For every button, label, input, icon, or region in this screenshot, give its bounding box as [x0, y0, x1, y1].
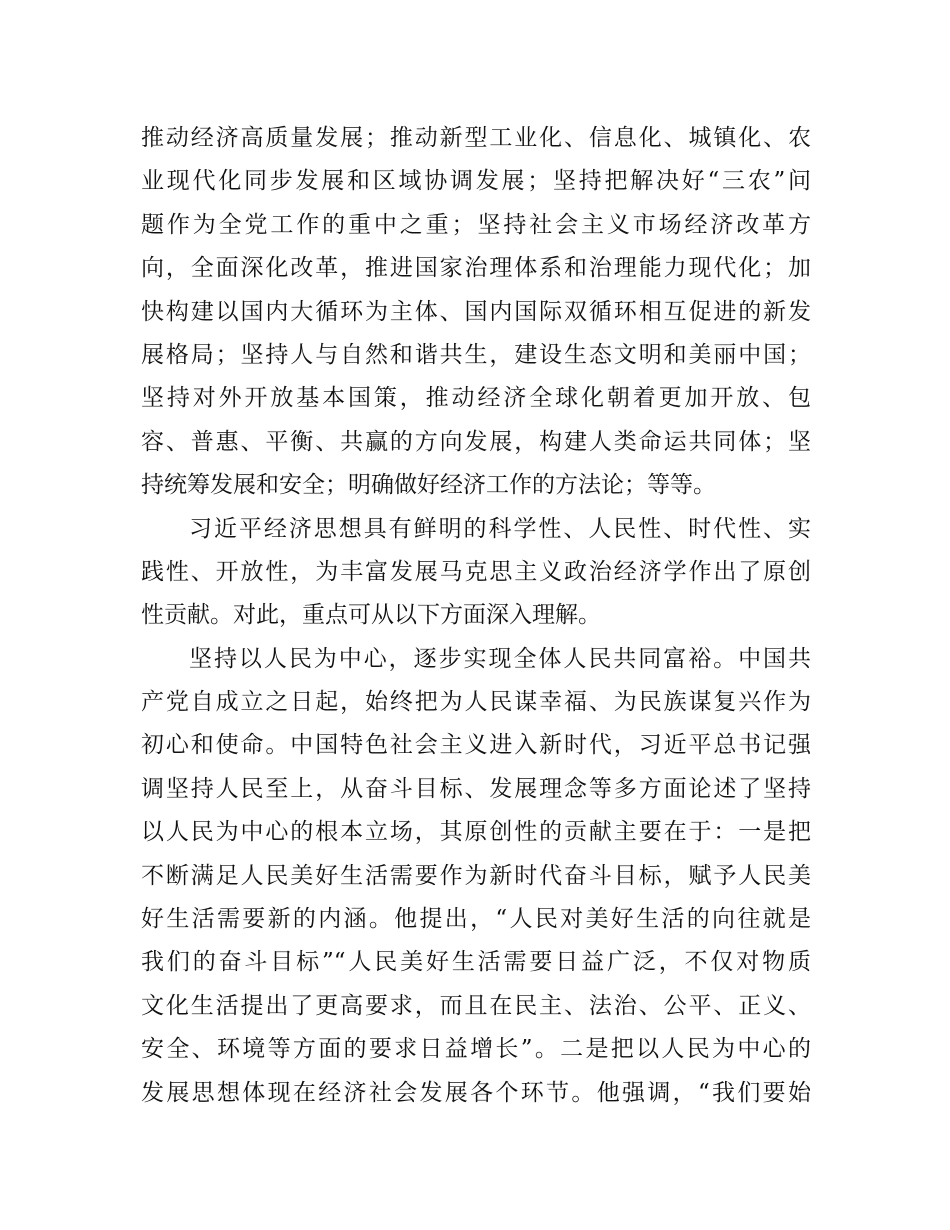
text-line: 以人民为中心的根本立场，其原创性的贡献主要在于：一是把 [141, 819, 811, 846]
text-line: 容、普惠、平衡、共赢的方向发展，构建人类命运共同体；坚 [141, 428, 811, 455]
paragraph-first-line: 习近平经济思想具有鲜明的科学性、人民性、时代性、实 [189, 515, 811, 542]
text-line: 初心和使命。中国特色社会主义进入新时代，习近平总书记强 [141, 732, 811, 759]
text-line: 持统筹发展和安全；明确做好经济工作的方法论；等等。 [141, 472, 716, 499]
text-line: 题作为全党工作的重中之重；坚持社会主义市场经济改革方 [141, 211, 811, 238]
text-line: 践性、开放性，为丰富发展马克思主义政治经济学作出了原创 [141, 558, 811, 585]
text-line: 我们的奋斗目标”“人民美好生活需要日益广泛，不仅对物质 [141, 949, 811, 976]
text-line: 安全、环境等方面的要求日益增长”。二是把以人民为中心的 [141, 1036, 811, 1063]
paragraph-first-line: 坚持以人民为中心，逐步实现全体人民共同富裕。中国共 [189, 645, 811, 672]
text-line: 向，全面深化改革，推进国家治理体系和治理能力现代化；加 [141, 255, 811, 282]
text-line: 业现代化同步发展和区域协调发展；坚持把解决好“三农”问 [141, 168, 811, 195]
body-text [141, 117, 811, 1115]
text-line: 不断满足人民美好生活需要作为新时代奋斗目标，赋予人民美 [141, 862, 811, 889]
text-line: 快构建以国内大循环为主体、国内国际双循环相互促进的新发 [141, 298, 811, 325]
text-line: 好生活需要新的内涵。他提出，“人民对美好生活的向往就是 [141, 906, 811, 933]
text-line: 坚持对外开放基本国策，推动经济全球化朝着更加开放、包 [141, 385, 811, 412]
text-line: 性贡献。对此，重点可从以下方面深入理解。 [141, 602, 601, 629]
text-line: 文化生活提出了更高要求，而且在民主、法治、公平、正义、 [141, 992, 811, 1019]
text-line: 推动经济高质量发展；推动新型工业化、信息化、城镇化、农 [141, 125, 811, 151]
text-line: 发展思想体现在经济社会发展各个环节。他强调，“我们要始 [141, 1079, 811, 1106]
text-line: 调坚持人民至上，从奋斗目标、发展理念等多方面论述了坚持 [141, 775, 811, 802]
text-line: 产党自成立之日起，始终把为人民谋幸福、为民族谋复兴作为 [141, 689, 811, 716]
text-line: 展格局；坚持人与自然和谐共生，建设生态文明和美丽中国； [141, 341, 811, 368]
